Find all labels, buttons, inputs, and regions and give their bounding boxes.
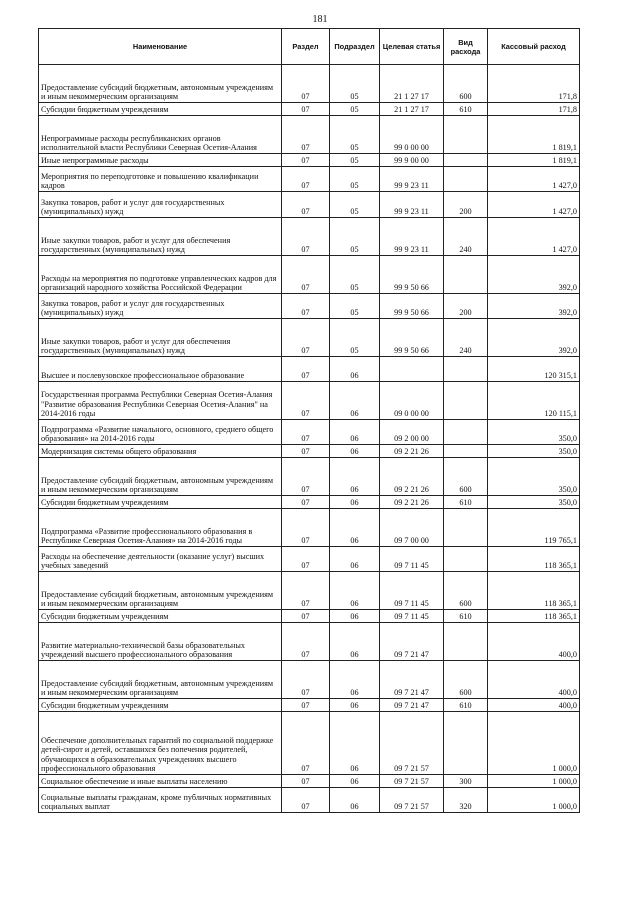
cell-expense-type: [444, 509, 488, 547]
cell-amount: 350,0: [488, 496, 580, 509]
cell-section: 07: [282, 458, 330, 496]
cell-section: 07: [282, 154, 330, 167]
cell-subsection: 05: [330, 218, 380, 256]
cell-section: 07: [282, 420, 330, 445]
cell-subsection: 05: [330, 65, 380, 103]
cell-expense-type: 610: [444, 496, 488, 509]
cell-section: 07: [282, 116, 330, 154]
cell-section: 07: [282, 775, 330, 788]
cell-expense-type: [444, 154, 488, 167]
cell-expense-type: [444, 547, 488, 572]
cell-amount: 1 819,1: [488, 116, 580, 154]
cell-section: 07: [282, 319, 330, 357]
cell-section: 07: [282, 712, 330, 775]
cell-amount: 1 000,0: [488, 712, 580, 775]
cell-section: 07: [282, 103, 330, 116]
cell-expense-type: 600: [444, 661, 488, 699]
cell-section: 07: [282, 788, 330, 813]
cell-amount: 171,8: [488, 103, 580, 116]
table-row: [39, 775, 580, 788]
cell-expense-type: 600: [444, 572, 488, 610]
cell-subsection: 06: [330, 661, 380, 699]
cell-expense-type: 320: [444, 788, 488, 813]
cell-name: Предоставление субсидий бюджетным, автономным учреждениям и иным некоммерческим организациям: [39, 572, 282, 610]
cell-section: 07: [282, 192, 330, 218]
cell-name: Иные непрограммные расходы: [39, 154, 282, 167]
cell-target: 09 7 11 45: [380, 610, 444, 623]
cell-target: 09 7 21 47: [380, 623, 444, 661]
cell-target: 99 9 00 00: [380, 154, 444, 167]
cell-target: 09 7 11 45: [380, 547, 444, 572]
cell-subsection: 06: [330, 572, 380, 610]
cell-target: 99 9 23 11: [380, 218, 444, 256]
cell-target: 99 9 23 11: [380, 167, 444, 192]
cell-target: 09 7 21 57: [380, 788, 444, 813]
cell-target: 21 1 27 17: [380, 65, 444, 103]
table-row: [39, 167, 580, 192]
cell-subsection: 06: [330, 509, 380, 547]
cell-target: 09 2 21 26: [380, 496, 444, 509]
header-subsection: Подраздел: [330, 29, 380, 65]
cell-section: 07: [282, 445, 330, 458]
cell-name: Субсидии бюджетным учреждениям: [39, 496, 282, 509]
cell-subsection: 05: [330, 256, 380, 294]
table-row: [39, 154, 580, 167]
cell-amount: 118 365,1: [488, 610, 580, 623]
table-row: [39, 547, 580, 572]
cell-section: 07: [282, 65, 330, 103]
cell-expense-type: 610: [444, 103, 488, 116]
cell-amount: 400,0: [488, 699, 580, 712]
cell-name: Предоставление субсидий бюджетным, автономным учреждениям и иным некоммерческим организациям: [39, 458, 282, 496]
table-row: [39, 116, 580, 154]
cell-name: Субсидии бюджетным учреждениям: [39, 699, 282, 712]
cell-expense-type: [444, 256, 488, 294]
cell-expense-type: 600: [444, 458, 488, 496]
cell-target: 09 2 00 00: [380, 420, 444, 445]
cell-section: 07: [282, 699, 330, 712]
cell-name: Высшее и послевузовское профессиональное образование: [39, 357, 282, 382]
cell-amount: 120 315,1: [488, 357, 580, 382]
cell-name: Предоставление субсидий бюджетным, автономным учреждениям и иным некоммерческим организациям: [39, 661, 282, 699]
table-row: [39, 192, 580, 218]
cell-target: 99 9 50 66: [380, 319, 444, 357]
cell-subsection: 06: [330, 496, 380, 509]
cell-amount: 120 115,1: [488, 382, 580, 420]
cell-subsection: 06: [330, 712, 380, 775]
cell-target: 09 7 21 47: [380, 699, 444, 712]
page-number: 181: [312, 14, 328, 25]
cell-target: 09 7 11 45: [380, 572, 444, 610]
table-row: [39, 382, 580, 420]
cell-amount: 350,0: [488, 458, 580, 496]
cell-expense-type: 600: [444, 65, 488, 103]
header-target: Целевая статья: [380, 29, 444, 65]
cell-name: Государственная программа Республики Северная Осетия-Алания "Развитие образования Республики Северная Осетия-Алания" на 2014-2016 годы: [39, 382, 282, 420]
cell-expense-type: 200: [444, 294, 488, 319]
cell-name: Подпрограмма «Развитие начального, основного, среднего общего образования» на 2014-2016 годы: [39, 420, 282, 445]
cell-section: 07: [282, 661, 330, 699]
table-header-row: [39, 29, 580, 65]
cell-target: 99 9 50 66: [380, 294, 444, 319]
cell-expense-type: [444, 420, 488, 445]
cell-subsection: 05: [330, 294, 380, 319]
cell-section: 07: [282, 623, 330, 661]
cell-target: 09 2 21 26: [380, 458, 444, 496]
cell-subsection: 05: [330, 167, 380, 192]
cell-section: 07: [282, 256, 330, 294]
table-row: [39, 623, 580, 661]
table-row: [39, 103, 580, 116]
cell-target: 21 1 27 17: [380, 103, 444, 116]
cell-target: 99 9 50 66: [380, 256, 444, 294]
cell-section: 07: [282, 610, 330, 623]
table-row: [39, 357, 580, 382]
table-row: [39, 572, 580, 610]
cell-subsection: 05: [330, 192, 380, 218]
cell-name: Закупка товаров, работ и услуг для государственных (муниципальных) нужд: [39, 192, 282, 218]
cell-section: 07: [282, 167, 330, 192]
table-row: [39, 610, 580, 623]
cell-subsection: 05: [330, 154, 380, 167]
cell-amount: 118 365,1: [488, 547, 580, 572]
cell-amount: 119 765,1: [488, 509, 580, 547]
table-row: [39, 509, 580, 547]
cell-subsection: 05: [330, 319, 380, 357]
header-name: Наименование: [39, 29, 282, 65]
cell-name: Развитие материально-технической базы образовательных учреждений высшего профессионального образования: [39, 623, 282, 661]
table-row: [39, 788, 580, 813]
table-row: [39, 319, 580, 357]
cell-section: 07: [282, 572, 330, 610]
table-row: [39, 218, 580, 256]
cell-subsection: 05: [330, 103, 380, 116]
cell-amount: 1 819,1: [488, 154, 580, 167]
cell-name: Обеспечение дополнительных гарантий по социальной поддержке детей-сирот и детей, оставшихся без попечения родителей, обучающихся в образовательных учреждениях высшего профессионального образования: [39, 712, 282, 775]
table-row: [39, 445, 580, 458]
table-row: [39, 256, 580, 294]
table-row: [39, 496, 580, 509]
cell-name: Закупка товаров, работ и услуг для государственных (муниципальных) нужд: [39, 294, 282, 319]
cell-subsection: 06: [330, 788, 380, 813]
cell-expense-type: [444, 116, 488, 154]
table-row: [39, 65, 580, 103]
cell-name: Непрограммные расходы республиканских органов исполнительной власти Республики Северная Осетия-Алания: [39, 116, 282, 154]
cell-amount: 350,0: [488, 445, 580, 458]
cell-target: [380, 357, 444, 382]
cell-expense-type: 300: [444, 775, 488, 788]
cell-amount: 118 365,1: [488, 572, 580, 610]
cell-name: Подпрограмма «Развитие профессионального образования в Республике Северная Осетия-Алания» на 2014-2016 годы: [39, 509, 282, 547]
cell-amount: 392,0: [488, 256, 580, 294]
cell-amount: 392,0: [488, 294, 580, 319]
cell-target: 09 7 21 47: [380, 661, 444, 699]
cell-subsection: 05: [330, 116, 380, 154]
cell-expense-type: [444, 623, 488, 661]
cell-subsection: 06: [330, 445, 380, 458]
cell-expense-type: [444, 712, 488, 775]
cell-amount: 350,0: [488, 420, 580, 445]
cell-name: Расходы на обеспечение деятельности (оказание услуг) высших учебных заведений: [39, 547, 282, 572]
cell-subsection: 06: [330, 420, 380, 445]
cell-subsection: 06: [330, 775, 380, 788]
cell-target: 99 9 23 11: [380, 192, 444, 218]
header-cash-expense: Кассовый расход: [488, 29, 580, 65]
table-row: [39, 420, 580, 445]
cell-name: Иные закупки товаров, работ и услуг для обеспечения государственных (муниципальных) нужд: [39, 218, 282, 256]
cell-expense-type: [444, 357, 488, 382]
cell-section: 07: [282, 509, 330, 547]
cell-amount: 400,0: [488, 623, 580, 661]
cell-subsection: 06: [330, 547, 380, 572]
cell-expense-type: 240: [444, 218, 488, 256]
table-row: [39, 712, 580, 775]
cell-target: 09 7 21 57: [380, 775, 444, 788]
cell-name: Иные закупки товаров, работ и услуг для обеспечения государственных (муниципальных) нужд: [39, 319, 282, 357]
cell-name: Предоставление субсидий бюджетным, автономным учреждениям и иным некоммерческим организациям: [39, 65, 282, 103]
cell-target: 09 7 00 00: [380, 509, 444, 547]
cell-target: 09 2 21 26: [380, 445, 444, 458]
header-section: Раздел: [282, 29, 330, 65]
cell-subsection: 06: [330, 458, 380, 496]
cell-expense-type: 610: [444, 699, 488, 712]
cell-expense-type: 200: [444, 192, 488, 218]
cell-name: Модернизация системы общего образования: [39, 445, 282, 458]
cell-name: Социальное обеспечение и иные выплаты населению: [39, 775, 282, 788]
cell-amount: 392,0: [488, 319, 580, 357]
cell-name: Мероприятия по переподготовке и повышению квалификации кадров: [39, 167, 282, 192]
cell-amount: 1 000,0: [488, 788, 580, 813]
cell-subsection: 06: [330, 623, 380, 661]
cell-amount: 1 000,0: [488, 775, 580, 788]
cell-amount: 1 427,0: [488, 192, 580, 218]
cell-amount: 1 427,0: [488, 167, 580, 192]
cell-expense-type: [444, 445, 488, 458]
cell-section: 07: [282, 218, 330, 256]
cell-section: 07: [282, 547, 330, 572]
cell-name: Социальные выплаты гражданам, кроме публичных нормативных социальных выплат: [39, 788, 282, 813]
cell-expense-type: [444, 167, 488, 192]
cell-subsection: 06: [330, 610, 380, 623]
cell-target: 09 7 21 57: [380, 712, 444, 775]
cell-expense-type: 240: [444, 319, 488, 357]
cell-subsection: 06: [330, 357, 380, 382]
table-row: [39, 661, 580, 699]
cell-section: 07: [282, 294, 330, 319]
table-row: [39, 699, 580, 712]
cell-subsection: 06: [330, 382, 380, 420]
header-expense-type: Вид расхода: [444, 29, 488, 65]
cell-expense-type: 610: [444, 610, 488, 623]
cell-name: Субсидии бюджетным учреждениям: [39, 610, 282, 623]
cell-name: Субсидии бюджетным учреждениям: [39, 103, 282, 116]
cell-amount: 1 427,0: [488, 218, 580, 256]
cell-section: 07: [282, 357, 330, 382]
table-row: [39, 458, 580, 496]
cell-amount: 400,0: [488, 661, 580, 699]
cell-amount: 171,8: [488, 65, 580, 103]
cell-section: 07: [282, 496, 330, 509]
cell-section: 07: [282, 382, 330, 420]
cell-target: 09 0 00 00: [380, 382, 444, 420]
budget-table: [38, 28, 580, 813]
cell-expense-type: [444, 382, 488, 420]
table-row: [39, 294, 580, 319]
cell-subsection: 06: [330, 699, 380, 712]
cell-target: 99 0 00 00: [380, 116, 444, 154]
cell-name: Расходы на мероприятия по подготовке управленческих кадров для организаций народного хозяйства Российской Федерации: [39, 256, 282, 294]
